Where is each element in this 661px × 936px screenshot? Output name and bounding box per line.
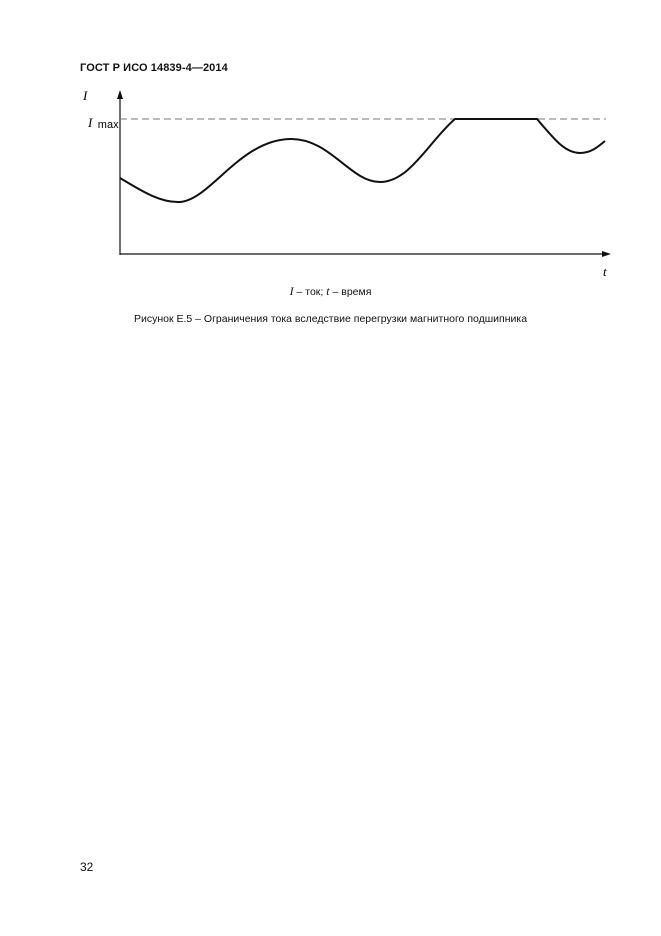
legend-symbol-current: I	[289, 284, 294, 298]
y-axis-symbol: I	[83, 88, 88, 103]
y-axis-arrow	[117, 90, 123, 99]
current-limit-figure	[0, 0, 661, 300]
x-axis-arrow	[602, 251, 611, 257]
legend-text-current: – ток;	[296, 286, 327, 298]
imax-label: I max	[88, 115, 119, 131]
figure-caption: Рисунок Е.5 – Ограничения тока вследствие перегрузки магнитного подшипника	[133, 313, 528, 325]
current-curve	[120, 119, 605, 202]
x-axis-symbol: t	[603, 264, 607, 279]
legend-symbol-time: t	[326, 284, 330, 298]
document-header: ГОСТ Р ИСО 14839-4—2014	[80, 62, 228, 74]
page-number: 32	[80, 860, 94, 874]
legend-text-time: – время	[332, 286, 372, 298]
figure-legend	[0, 284, 661, 299]
